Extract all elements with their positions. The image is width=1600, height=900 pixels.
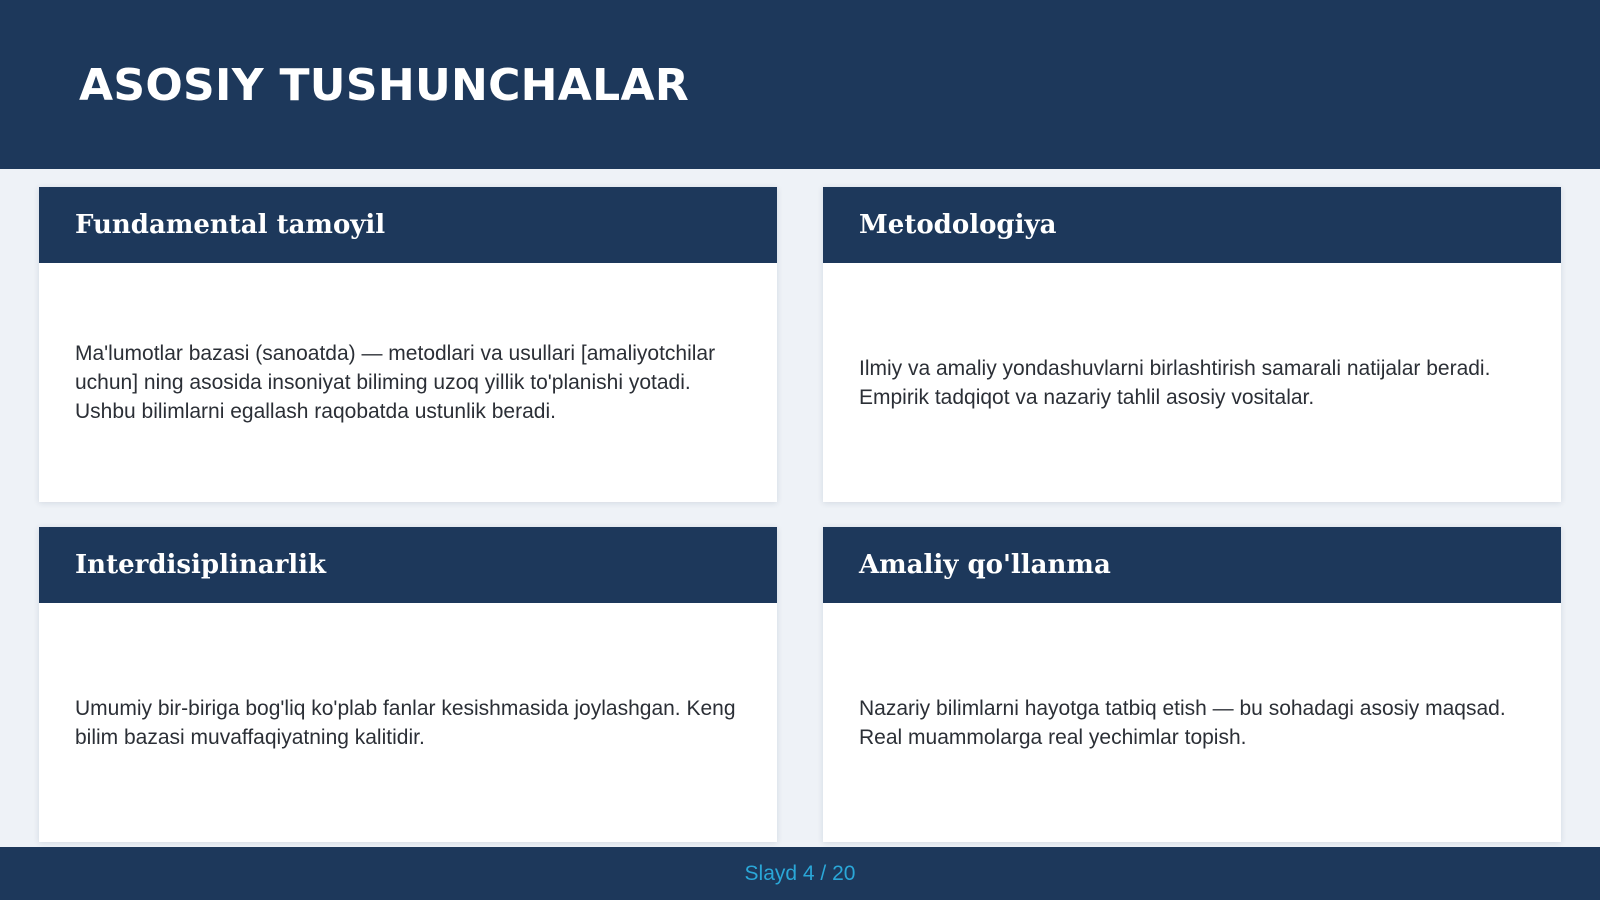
- card-body: [823, 263, 1561, 502]
- card-text: Ilmiy va amaliy yondashuvlarni birlashtirish samarali natijalar beradi. Empirik tadqiqot va nazariy tahlil asosiy vositalar.: [859, 356, 1491, 409]
- card-text: Nazariy bilimlarni hayotga tatbiq etish — bu sohadagi asosiy maqsad. Real muammolarga real yechimlar topish.: [859, 696, 1506, 749]
- card-practical-application: [823, 527, 1561, 842]
- card-fundamental-principle: [39, 187, 777, 502]
- card-header: [39, 527, 777, 603]
- card-title: Amaliy qo'llanma: [859, 550, 1111, 580]
- card-text: Ma'lumotlar bazasi (sanoatda) — metodlari va usullari [amaliyotchilar uchun] ning asosida insoniyat biliming uzoq yillik to'planishi yotadi. Ushbu bilimlarni egallash raqobatda ustunlik beradi.: [75, 342, 716, 423]
- card-header: [823, 527, 1561, 603]
- slide-counter: Slayd 4 / 20: [744, 861, 856, 885]
- slide-title: ASOSIY TUSHUNCHALAR: [79, 60, 690, 111]
- card-interdisciplinarity: [39, 527, 777, 842]
- card-title: Fundamental tamoyil: [75, 210, 386, 240]
- card-body: [39, 603, 777, 842]
- card-title: Metodologiya: [859, 210, 1057, 240]
- card-methodology: [823, 187, 1561, 502]
- slide-footer: [0, 847, 1600, 900]
- card-header: [39, 187, 777, 263]
- slide-header: [0, 0, 1600, 169]
- card-body: [823, 603, 1561, 842]
- card-text: Umumiy bir-biriga bog'liq ko'plab fanlar kesishmasida joylashgan. Keng bilim bazasi muvaffaqiyatning kalitidir.: [75, 696, 736, 749]
- card-header: [823, 187, 1561, 263]
- card-body: [39, 263, 777, 502]
- card-title: Interdisiplinarlik: [75, 550, 327, 580]
